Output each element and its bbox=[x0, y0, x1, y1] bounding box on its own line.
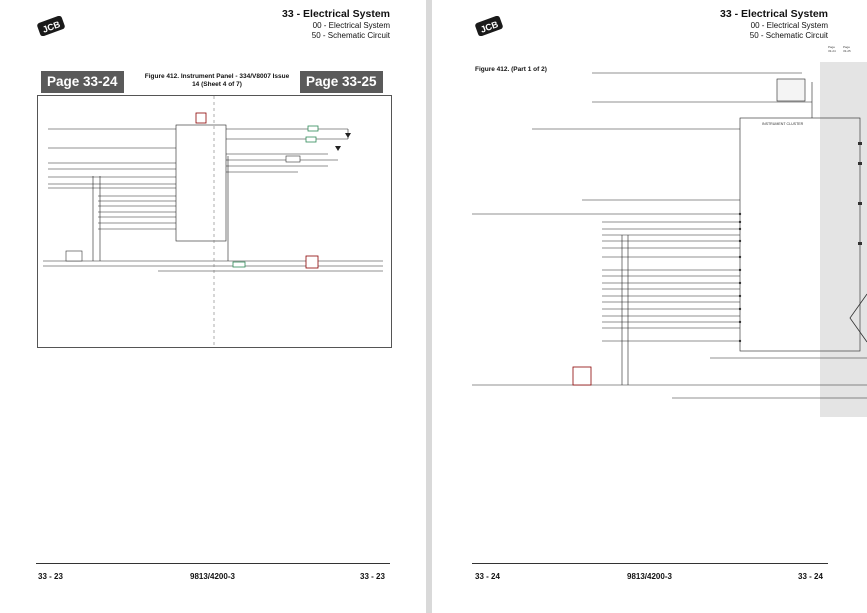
footer-left: 33 - 24 bbox=[475, 572, 500, 581]
schematic-diagram bbox=[38, 96, 391, 347]
jcb-logo-icon bbox=[36, 16, 66, 36]
header-subsection: 50 - Schematic Circuit bbox=[311, 31, 390, 40]
page-header bbox=[720, 8, 828, 41]
jcb-logo-icon bbox=[474, 16, 504, 36]
footer-center: 9813/4200-3 bbox=[627, 572, 672, 581]
logo-text: JCB bbox=[479, 19, 500, 35]
figure-caption: Figure 412. (Part 1 of 2) bbox=[475, 66, 547, 73]
left-page bbox=[0, 0, 426, 613]
footer-left: 33 - 23 bbox=[38, 572, 63, 581]
header-subtitle: 00 - Electrical System bbox=[750, 21, 828, 30]
schematic-sheet bbox=[37, 95, 392, 348]
footer-divider bbox=[472, 563, 828, 564]
cluster-label: INSTRUMENT CLUSTER bbox=[762, 122, 804, 126]
page-ref-next[interactable]: Page 33-25 bbox=[843, 45, 851, 53]
next-page-badge[interactable]: Page 33-25 bbox=[300, 71, 383, 93]
logo-text: JCB bbox=[41, 19, 62, 35]
header-title: 33 - Electrical System bbox=[282, 8, 390, 20]
figure-caption: Figure 412. Instrument Panel - 334/V8007 Issue 14 (Sheet 4 of 7) bbox=[144, 73, 290, 88]
footer-right: 33 - 24 bbox=[798, 572, 823, 581]
page-ref-prev[interactable]: Page 33-24 bbox=[828, 45, 836, 53]
header-title: 33 - Electrical System bbox=[720, 8, 828, 20]
page-header bbox=[282, 8, 390, 41]
header-subsection: 50 - Schematic Circuit bbox=[749, 31, 828, 40]
footer-divider bbox=[36, 563, 390, 564]
footer-center: 9813/4200-3 bbox=[190, 572, 235, 581]
prev-page-badge[interactable]: Page 33-24 bbox=[41, 71, 124, 93]
footer-right: 33 - 23 bbox=[360, 572, 385, 581]
right-page bbox=[432, 0, 867, 613]
schematic-diagram bbox=[472, 62, 867, 427]
header-subtitle: 00 - Electrical System bbox=[312, 21, 390, 30]
